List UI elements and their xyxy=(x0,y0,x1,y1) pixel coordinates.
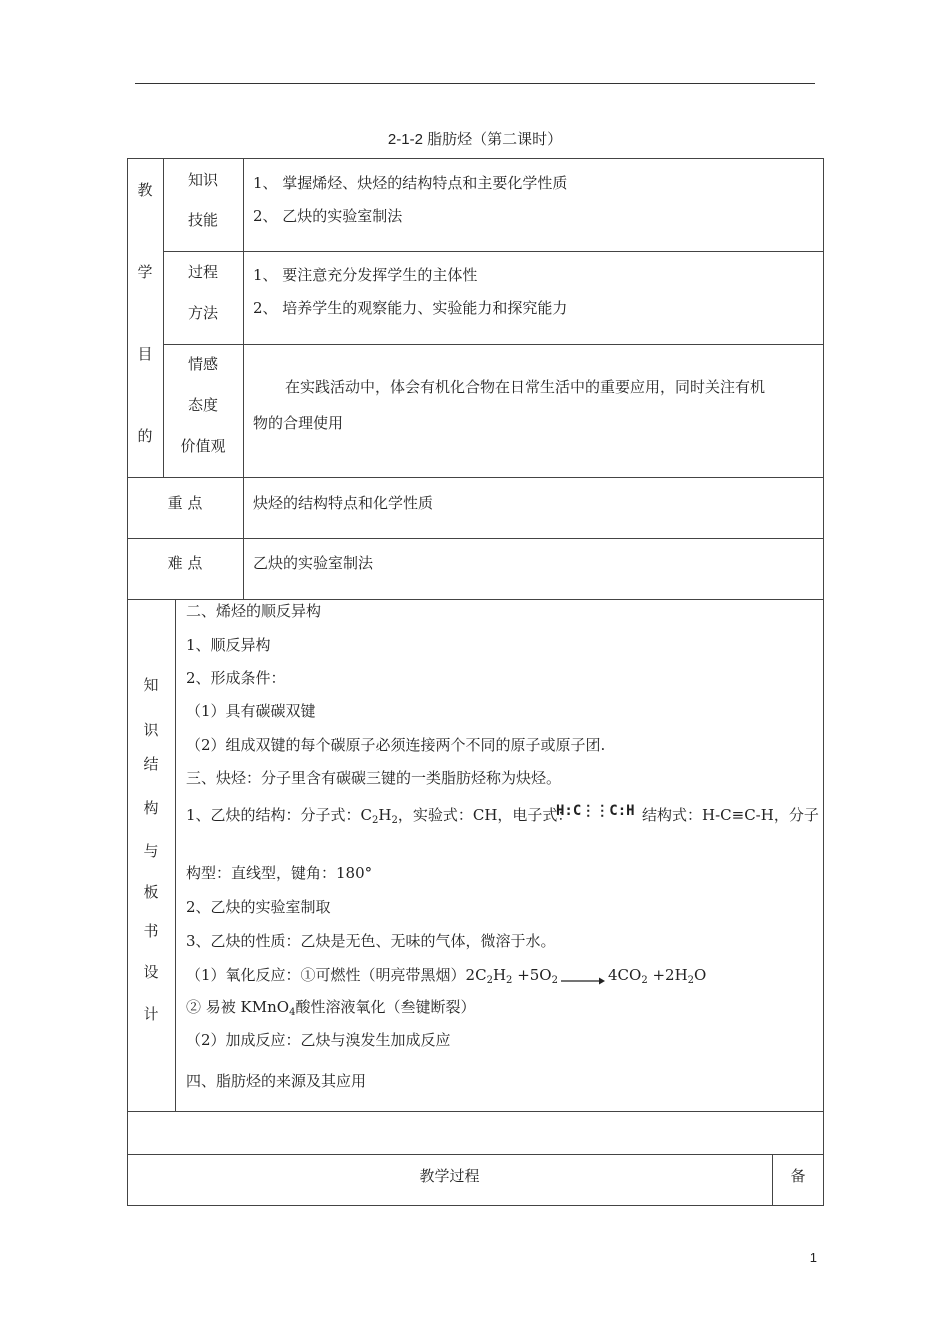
structure-line: 2、乙炔的实验室制取 xyxy=(186,898,331,916)
divider xyxy=(243,538,244,600)
knowledge-item: 1、 掌握烯烃、炔烃的结构特点和主要化学性质 xyxy=(253,174,568,192)
structure-line: （2）加成反应：乙炔与溴发生加成反应 xyxy=(186,1031,451,1049)
subscript: 2 xyxy=(486,975,493,986)
oxidation-reaction-line xyxy=(186,965,706,985)
emotion-label: 态度 xyxy=(187,396,218,414)
structure-text: H xyxy=(378,806,392,824)
emotion-text: 物的合理使用 xyxy=(253,414,344,432)
divider xyxy=(163,344,824,345)
process-item: 2、 培养学生的观察能力、实验能力和探究能力 xyxy=(253,299,568,317)
structure-text: ② 易被 KMnO xyxy=(186,998,290,1016)
knowledge-item: 2、 乙炔的实验室制法 xyxy=(253,207,403,225)
page-title: 2-1-2 脂肪烃（第二课时） xyxy=(387,131,563,148)
subscript: 2 xyxy=(391,815,398,826)
reaction-text: O xyxy=(694,966,707,984)
process-label: 过程 xyxy=(187,263,218,281)
knowledge-label: 知识 xyxy=(187,171,218,189)
structure-formula-text: 结构式：H-C≡C-H，分子 xyxy=(642,806,819,824)
objectives-label-char: 目 xyxy=(137,345,153,363)
emotion-label: 价值观 xyxy=(180,437,226,455)
page-number: 1 xyxy=(809,1250,817,1265)
structure-label-char: 与 xyxy=(143,842,159,860)
structure-text: 酸性溶液氧化（叁键断裂） xyxy=(295,998,476,1016)
structure-label-char: 板 xyxy=(143,883,159,901)
subscript: 2 xyxy=(506,975,513,986)
emotion-text: 在实践活动中，体会有机化合物在日常生活中的重要应用，同时关注有机 xyxy=(285,378,766,396)
subscript: 4 xyxy=(289,1007,296,1018)
reaction-text: （1）氧化反应：①可燃性（明亮带黑烟）2C xyxy=(186,966,487,984)
structure-label-char: 构 xyxy=(143,799,159,817)
structure-line: 构型：直线型，键角：180° xyxy=(186,864,373,882)
divider xyxy=(243,477,244,539)
structure-label-char: 设 xyxy=(143,963,159,981)
key-point-text: 炔烃的结构特点和化学性质 xyxy=(253,494,434,512)
acetylene-structure-line xyxy=(186,805,572,825)
process-header-label: 教学过程 xyxy=(419,1167,480,1185)
process-header-note: 备 xyxy=(790,1167,806,1185)
header-rule xyxy=(135,83,815,84)
reaction-text: +5O xyxy=(512,966,552,984)
structure-label-char: 识 xyxy=(143,721,159,739)
divider xyxy=(163,251,824,252)
reaction-arrow-icon xyxy=(561,971,605,981)
objectives-label-char: 学 xyxy=(137,263,153,281)
emotion-label: 情感 xyxy=(187,355,218,373)
reaction-text: 4CO xyxy=(607,966,642,984)
divider xyxy=(175,599,176,1112)
structure-line: 四、脂肪烃的来源及其应用 xyxy=(186,1072,367,1090)
process-item: 1、 要注意充分发挥学生的主体性 xyxy=(253,266,478,284)
subscript: 2 xyxy=(687,975,695,986)
key-point-label: 重 点 xyxy=(167,494,203,512)
structure-line: 三、炔烃：分子里含有碳碳三键的一类脂肪烃称为炔烃。 xyxy=(186,769,562,787)
structure-line: 二、烯烃的顺反异构 xyxy=(186,602,322,620)
structure-label-char: 书 xyxy=(143,922,159,940)
difficulty-text: 乙炔的实验室制法 xyxy=(253,554,374,572)
knowledge-label: 技能 xyxy=(187,211,218,229)
structure-label-char: 知 xyxy=(143,676,159,694)
subscript: 2 xyxy=(372,815,379,826)
structure-text: 1、乙炔的结构：分子式：C xyxy=(186,806,373,824)
reaction-text: +2H xyxy=(647,966,688,984)
subscript: 2 xyxy=(641,975,648,986)
structure-line: 2、形成条件： xyxy=(186,669,286,687)
empty-row xyxy=(127,1111,824,1155)
structure-label-char: 结 xyxy=(143,755,159,773)
objectives-label-char: 的 xyxy=(137,427,153,445)
structure-line: 3、乙炔的性质：乙炔是无色、无味的气体，微溶于水。 xyxy=(186,932,556,950)
objectives-label-char: 教 xyxy=(137,181,153,199)
divider xyxy=(243,158,244,478)
structure-line: 1、顺反异构 xyxy=(186,636,271,654)
electron-formula-image: H:C⋮⋮C:H xyxy=(556,803,635,819)
reaction-text: H xyxy=(492,966,507,984)
structure-label-char: 计 xyxy=(143,1005,159,1023)
process-label: 方法 xyxy=(187,304,218,322)
difficulty-label: 难 点 xyxy=(167,554,203,572)
subscript: 2 xyxy=(551,975,558,986)
structure-text: ，实验式：CH，电子式： xyxy=(397,806,573,824)
kmno4-line xyxy=(186,997,475,1017)
structure-line: （2）组成双键的每个碳原子必须连接两个不同的原子或原子团. xyxy=(186,736,606,754)
structure-line: （1）具有碳碳双键 xyxy=(186,702,316,720)
